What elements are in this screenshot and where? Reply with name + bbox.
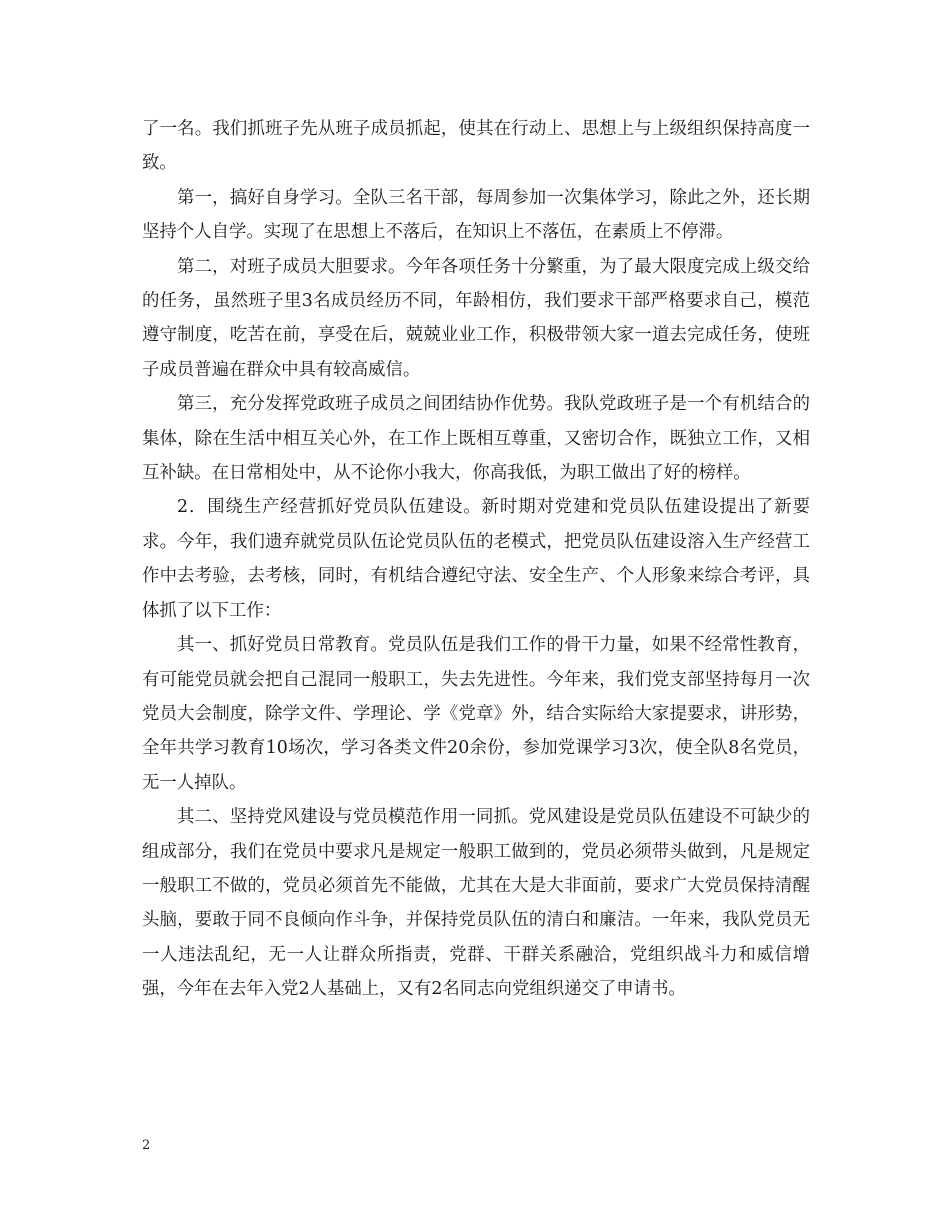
paragraph-second-team-requirements: 第二，对班子成员大胆要求。今年各项任务十分繁重，为了最大限度完成上级交给的任务，虽然班子里3名成员经历不同，年龄相仿，我们要求干部严格要求自己，模范遵守制度，吃苦在前，享受在后，兢兢业业工作，积极带领大家一道去完成任务，使班子成员普遍在群众中具有较高威信。: [142, 256, 810, 380]
paragraph-third-cooperation: 第三，充分发挥党政班子成员之间团结协作优势。我队党政班子是一个有机结合的集体，除在生活中相互关心外，在工作上既相互尊重，又密切合作，既独立工作，又相互补缺。在日常相处中，从不论你小我大，你高我低，为职工做出了好的榜样。: [142, 394, 810, 484]
page-number: 2: [142, 1138, 151, 1153]
paragraph-party-member-team-building: 2．围绕生产经营抓好党员队伍建设。新时期对党建和党员队伍建设提出了新要求。今年，我们遗弃就党员队伍论党员队伍的老模式，把党员队伍建设溶入生产经营工作中去考验，去考核，同时，有机结合遵纪守法、安全生产、个人形象来综合考评，具体抓了以下工作：: [142, 497, 810, 621]
paragraph-first-self-study: 第一，搞好自身学习。全队三名干部，每周参加一次集体学习，除此之外，还长期坚持个人自学。实现了在思想上不落后，在知识上不落伍，在素质上不停滞。: [142, 187, 810, 243]
paragraph-continuation: 了一名。我们抓班子先从班子成员抓起，使其在行动上、思想上与上级组织保持高度一致。: [142, 119, 810, 174]
paragraph-item-two-party-conduct: 其二、坚持党风建设与党员模范作用一同抓。党风建设是党员队伍建设不可缺少的组成部分，我们在党员中要求凡是规定一般职工做到的，党员必须带头做到，凡是规定一般职工不做的，党员必须首先不能做，尤其在大是大非面前，要求广大党员保持清醒头脑，要敢于同不良倾向作斗争，并保持党员队伍的清白和廉洁。一年来，我队党员无一人违法乱纪，无一人让群众所指责，党群、干群关系融洽，党组织战斗力和威信增强，今年在去年入党2人基础上，又有2名同志向党组织递交了申请书。: [142, 807, 810, 1000]
paragraph-item-one-daily-education: 其一、抓好党员日常教育。党员队伍是我们工作的骨干力量，如果不经常性教育，有可能党员就会把自己混同一般职工，失去先进性。今年来，我们党支部坚持每月一次党员大会制度，除学文件、学理论、学《党章》外，结合实际给大家提要求，讲形势，全年共学习教育10场次，学习各类文件20余份，参加党课学习3次，使全队8名党员，无一人掉队。: [142, 635, 810, 793]
document-body: [142, 112, 810, 1007]
